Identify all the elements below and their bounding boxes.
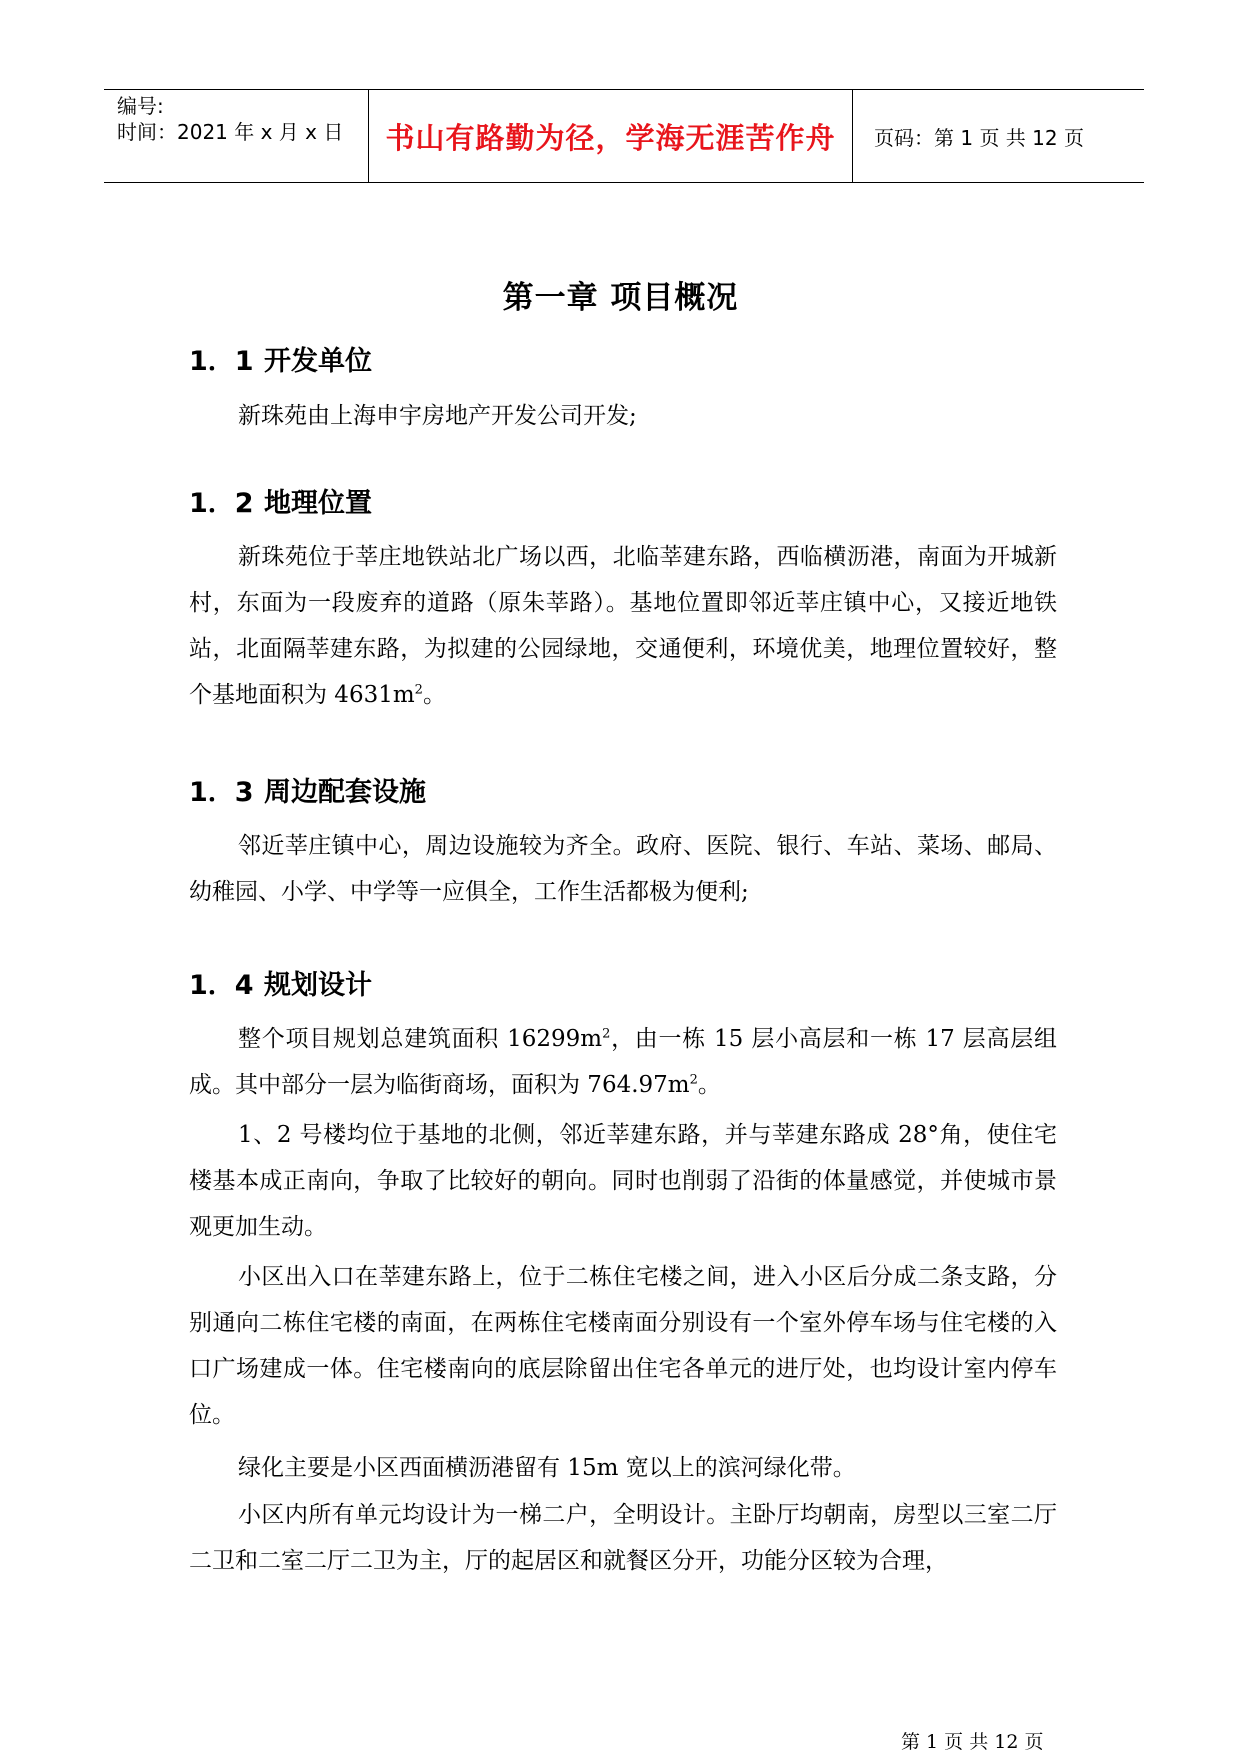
paragraph: 邻近莘庄镇中心，周边设施较为齐全。政府、医院、银行、车站、菜场、邮局、幼稚园、小学、中学等一应俱全，工作生活都极为便利; bbox=[189, 833, 1057, 905]
superscript: 2 bbox=[602, 1026, 611, 1042]
section-title: 开发单位 bbox=[264, 346, 372, 377]
section-heading-1-4 bbox=[189, 963, 372, 1002]
header-motto-cell bbox=[369, 90, 853, 182]
paragraph: 小区出入口在莘建东路上，位于二栋住宅楼之间，进入小区后分成二条支路，分别通向二栋住宅楼的南面，在两栋住宅楼南面分别设有一个室外停车场与住宅楼的入口广场建成一体。住宅楼南向的底层除留出住宅各单元的进厅处，也均设计室内停车位。 bbox=[189, 1264, 1057, 1428]
paragraph-tail: 。 bbox=[697, 1072, 721, 1098]
header-meta-cell bbox=[104, 90, 369, 182]
section-title: 地理位置 bbox=[264, 488, 372, 519]
section-title: 规划设计 bbox=[264, 970, 372, 1001]
header-page-cell bbox=[854, 90, 1144, 182]
paragraph-text: 新珠苑位于莘庄地铁站北广场以西，北临莘建东路，西临横沥港，南面为开城新村，东面为一段废弃的道路（原朱莘路）。基地位置即邻近莘庄镇中心，又接近地铁站，北面隔莘建东路，为拟建的公园绿地，交通便利，环境优美，地理位置较好，整个基地面积为 4631m bbox=[189, 544, 1057, 708]
section-number: 1．2 bbox=[189, 488, 254, 519]
paragraph-text: ，由一栋 15 层小高层和一栋 17 层高层组成。其中部分一层为临街商场，面积为 764.97m bbox=[189, 1026, 1057, 1098]
section-number: 1．3 bbox=[189, 777, 254, 808]
motto: 书山有路勤为径，学海无涯苦作舟 bbox=[385, 120, 836, 155]
section-heading-1-1 bbox=[189, 339, 372, 378]
page-footer: 第 1 页 共 12 页 bbox=[901, 1731, 1044, 1753]
section-heading-1-3 bbox=[189, 770, 426, 809]
paragraph bbox=[189, 534, 1057, 718]
section-title: 周边配套设施 bbox=[264, 777, 426, 808]
paragraph: 1、2 号楼均位于基地的北侧，邻近莘建东路，并与莘建东路成 28°角，使住宅楼基本成正南向，争取了比较好的朝向。同时也削弱了沿街的体量感觉，并使城市景观更加生动。 bbox=[189, 1122, 1057, 1240]
superscript: 2 bbox=[689, 1072, 698, 1088]
paragraph: 新珠苑由上海申宇房地产开发公司开发; bbox=[238, 403, 637, 429]
section-number: 1．1 bbox=[189, 346, 254, 377]
superscript: 2 bbox=[414, 682, 423, 698]
page-info: 页码：第 1 页 共 12 页 bbox=[874, 125, 1084, 150]
paragraph: 绿化主要是小区西面横沥港留有 15m 宽以上的滨河绿化带。 bbox=[238, 1455, 856, 1481]
paragraph-text: 整个项目规划总建筑面积 16299m bbox=[238, 1026, 603, 1052]
paragraph: 小区内所有单元均设计为一梯二户，全明设计。主卧厅均朝南，房型以三室二厅二卫和二室二厅二卫为主，厅的起居区和就餐区分开，功能分区较为合理， bbox=[189, 1502, 1057, 1574]
section-heading-1-2 bbox=[189, 481, 372, 520]
section-number: 1．4 bbox=[189, 970, 254, 1001]
paragraph-tail: 。 bbox=[422, 682, 446, 708]
page-header bbox=[104, 89, 1144, 183]
time-label: 时间：2021 年 x 月 x 日 bbox=[117, 120, 344, 144]
serial-label: 编号: bbox=[117, 94, 164, 118]
chapter-title: 第一章 项目概况 bbox=[502, 280, 739, 316]
paragraph bbox=[189, 1016, 1057, 1108]
